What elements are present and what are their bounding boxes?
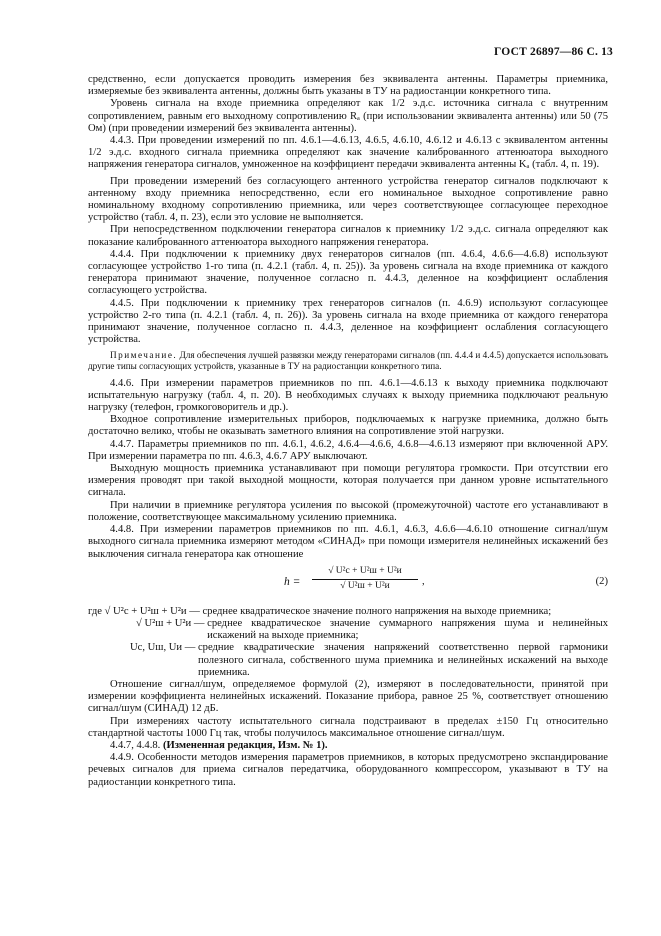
paragraph: Уровень сигнала на входе приемника определяют как 1/2 э.д.с. источника сигнала с внутренним сопротивлением, равным его выходному сопротивлению Rₐ (при использовании эквивалента антенны) или 50 (75 Ом) (при проведении измерений без эквивалента антенны). <box>88 98 608 134</box>
formula-numerator: √ U²с + U²ш + U²и <box>312 565 418 580</box>
note-label: Примечание. <box>110 350 178 361</box>
formula-comma: , <box>422 575 425 587</box>
definition-label: Uс, Uш, Uи — <box>130 642 196 654</box>
definition-label: √ U²ш + U²и — <box>136 617 205 629</box>
definition-label: где √ U²с + U²ш + U²и — <box>88 605 200 617</box>
paragraph: Отношение сигнал/шум, определяемое формулой (2), измеряют в последовательности, принятой при измерении коэффициента нелинейных искажений. Показание прибора, равное 25 %, соответствует отношению сигнал/шум (СИНАД) 12 дБ. <box>88 678 608 715</box>
paragraph: 4.4.3. При проведении измерений по пп. 4.6.1—4.6.13, 4.6.5, 4.6.10, 4.6.12 и 4.6.13 с эквивалентом антенны 1/2 э.д.с. входного сигнала приемника определяют как значение калиброванного аттенюатора выходного напряжения генератора сигналов, умноженное на коэффициент передачи эквивалента антенны Kₐ (табл. 4, п. 19). <box>88 135 608 171</box>
paragraph: Входное сопротивление измерительных приборов, подключаемых к нагрузке приемника, должно быть достаточно велико, чтобы не оказывать заметного влияния на сопротивление этой нагрузки. <box>88 414 608 438</box>
formula-fraction <box>312 565 418 592</box>
formula-number: (2) <box>595 575 608 587</box>
paragraph: средственно, если допускается проводить измерения без эквивалента антенны. Параметры приемника, измеряемые без эквивалента антенны, должны быть указаны в ТУ на радиостанции конкретного типа. <box>88 74 608 98</box>
note-text: Для обеспечения лучшей развязки между генераторами сигналов (пп. 4.4.4 и 4.4.5) допускается использовать другие типы согласующих устройств, указанные в ТУ на радиостанции конкретного типа. <box>88 350 609 372</box>
definition-row <box>88 618 608 642</box>
definition-text: среднее квадратическое значение полного напряжения на выходе приемника; <box>202 605 552 617</box>
definition-text: средние квадратические значения напряжений соответственно первой гармоники полезного сигнала, собственного шума приемника и нелинейных искажений на выходе приемника. <box>197 642 608 678</box>
paragraph: 4.4.8. При измерении параметров приемников по пп. 4.6.1, 4.6.3, 4.6.6—4.6.10 отношение сигнал/шум выходного сигнала приемника измеряют методом «СИНАД» при помощи измерителя нелинейных искажений без выключения сигнала генератора как отношение <box>88 524 608 560</box>
definition-text: среднее квадратическое значение суммарного напряжения шума и нелинейных искажений на выходе приемника; <box>207 617 608 642</box>
paragraph: 4.4.9. Особенности методов измерения параметров приемников, в которых предусмотрено экспандирование речевых сигналов для приема сигналов передатчика, оборудованного компрессором, указывают в ТУ на радиостанции конкретного типа. <box>88 752 608 788</box>
paragraph: 4.4.6. При измерении параметров приемников по пп. 4.6.1—4.6.13 к выходу приемника подключают испытательную нагрузку (табл. 4, п. 20). В необходимых случаях к выходу приемника подключают реальную нагрузку (телефон, громкоговоритель и др.). <box>88 377 608 414</box>
paragraph: При непосредственном подключении генератора сигналов к приемнику 1/2 э.д.с. сигнала определяют как показание калиброванного аттенюатора выходного напряжения генератора. <box>88 224 608 248</box>
definition-row <box>88 606 608 618</box>
formula-denominator: √ U²ш + U²и <box>340 580 390 591</box>
amendment-number: 4.4.7, 4.4.8. <box>110 739 161 751</box>
paragraph: 4.4.7. Параметры приемников по пп. 4.6.1, 4.6.2, 4.6.4—4.6.6, 4.6.8—4.6.13 измеряют при включенной АРУ. При измерении параметра по пп. 4.6.3, 4.6.7 АРУ выключают. <box>88 438 608 462</box>
paragraph: 4.4.5. При подключении к приемнику трех генераторов сигналов (п. 4.6.9) используют согласующее устройство 2-го типа (п. 4.2.1 (табл. 4, п. 26)). За уровень сигнала на входе приемника от каждого генератора принимают значение, полученное согласно п. 4.4.3, деленное на коэффициент ослабления согласующего устройства. <box>88 297 608 346</box>
paragraph: Выходную мощность приемника устанавливают при помощи регулятора громкости. При отсутствии его измерения проводят при такой выходной мощности, которая получается при данном уровне испытательного сигнала. <box>88 463 608 499</box>
formula-lhs: h = <box>284 575 301 588</box>
paragraph: При наличии в приемнике регулятора усиления по высокой (промежуточной) частоте его устанавливают в положение, соответствующее максимальному усилению приемника. <box>88 499 608 523</box>
amendment-text: (Измененная редакция, Изм. № 1). <box>162 739 328 751</box>
formula-2 <box>88 564 608 604</box>
paragraph: При проведении измерений без согласующего антенного устройства генератор сигналов подключают к антенному входу приемника непосредственно, если его номинальное выходное сопротивление равно номинальному входному сопротивлению приемника, или через соответствующее согласующее переходное устройство (табл. 4, п. 23), если это условие не выполняется. <box>88 175 608 224</box>
amendment-note <box>88 740 608 752</box>
note <box>88 350 608 371</box>
definition-row <box>88 642 608 679</box>
paragraph: При измерениях частоту испытательного сигнала подстраивают в пределах ±150 Гц относительно стандартной частоты 1000 Гц так, чтобы получилось максимальное отношение сигнал/шум. <box>88 715 608 739</box>
page-header: ГОСТ 26897—86 С. 13 <box>494 46 613 58</box>
paragraph: 4.4.4. При подключении к приемнику двух генераторов сигналов (пп. 4.6.4, 4.6.6—4.6.8) используют согласующее устройство 1-го типа (п. 4.2.1 (табл. 4, п. 25)). За уровень сигнала на входе приемника от каждого генератора принимают значение, полученное согласно п. 4.4.3, деленное на коэффициент ослабления согласующего устройства. <box>88 248 608 297</box>
document-body <box>88 74 608 789</box>
